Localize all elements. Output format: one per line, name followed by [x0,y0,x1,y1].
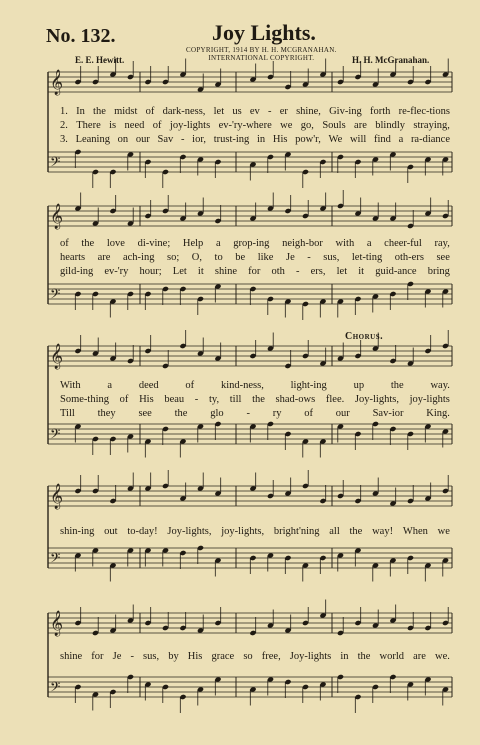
lyric-word: ev-'ry-where [218,120,272,131]
lyric-word: Leaning [75,134,110,145]
grand-staff [0,340,480,470]
lyric-line [60,526,450,537]
lyric-word: in [257,134,266,145]
hymn-title: Joy Lights. [212,20,316,45]
lyric-word: the [252,394,265,405]
lyric-line [60,120,450,131]
lyric-word: re-flec-tions [398,106,450,117]
lyric-word: love [106,238,125,249]
lyric-word: - [130,651,134,662]
lyric-word: His [187,651,203,662]
bass-clef-icon: 𝄢 [50,154,61,173]
lyric-word: Joy-lights, [354,394,399,405]
lyric-word: the [349,526,363,537]
lyric-word: Joy-lights, [167,526,212,537]
lyric-word: grop-ing [233,238,270,249]
lyric-line [60,252,450,263]
lyric-word: Joy-lights [289,651,332,662]
lyric-word: our [135,134,150,145]
copyright-notice [186,46,337,62]
lyric-word: world [379,651,404,662]
copyright-line: COPYRIGHT, 1914 BY H. H. MCGRANAHAN. [186,46,337,54]
lyric-word: grace [211,651,235,662]
lyric-word: forth [369,106,391,117]
lyric-word: ach-ing [122,252,155,263]
lyric-word: joy-lights, [221,526,265,537]
lyric-word: neigh-bor [282,238,323,249]
lyric-word: ty, [208,394,220,405]
lyric-word: are [354,120,367,131]
lyric-word: ers, [310,266,326,277]
grand-staff [0,478,480,598]
lyric-word: like [257,252,274,263]
lyric-word: so; [167,252,180,263]
lyric-word: the [357,651,371,662]
lyric-word: In [76,106,85,117]
lyricist-credit: E. E. Hewitt. [75,55,125,65]
bass-clef-icon: 𝄢 [50,286,61,305]
lyric-word: kind-ness, [220,380,264,391]
lyric-word: we [437,526,450,537]
lyric-word: a [107,380,113,391]
lyric-line [60,238,450,249]
lyric-word: bring [427,266,450,277]
lyric-word: Souls [322,120,346,131]
composer-credit: H. H. McGranahan. [352,55,430,65]
lyric-word: Help [182,238,204,249]
lyric-word: in [340,651,349,662]
bass-clef-icon: 𝄢 [50,679,61,698]
lyric-word: His [272,134,288,145]
lyric-word: - [246,408,250,419]
music-system-2 [0,200,480,330]
lyric-word: of [145,106,155,117]
lyric-word: Some-thing [60,394,109,405]
lyric-word: is [109,120,117,131]
lyric-word: a [215,238,221,249]
lyric-word: the [81,238,95,249]
lyric-word: up [353,380,365,391]
lyric-word: to [214,252,223,263]
lyric-word: Je [285,252,295,263]
lyric-word: out [104,526,118,537]
lyric-word: - [268,106,272,117]
lyric-line [60,266,450,277]
lyric-word: go, [300,120,314,131]
lyric-word: ry [272,408,282,419]
lyric-word: bright'ning [273,526,320,537]
lyric-word: 2. [60,120,68,131]
lyric-word: cheer-ful [384,238,422,249]
chorus-label: Chorus. [345,331,384,342]
lyric-word: ev-'ry [104,266,129,277]
lyric-word: shine [214,266,238,277]
lyric-word: hearts [60,252,86,263]
lyric-word: they [97,408,116,419]
lyric-word: shad-ows [275,394,316,405]
lyric-word: oth-ers [394,252,424,263]
lyric-line [60,106,450,117]
lyric-word: of [152,120,162,131]
lyric-word: We [328,134,343,145]
lyric-word: let-ting [351,252,383,263]
lyric-word: we. [435,651,450,662]
lyric-word: There [76,120,101,131]
lyric-word: sus, [323,252,340,263]
lyric-word: King. [426,408,450,419]
lyric-word: 3. [60,134,68,145]
lyric-word: 1. [60,106,68,117]
lyric-word: ray, [434,238,450,249]
grand-staff [0,605,480,730]
lyric-word: a [398,134,404,145]
lyric-line [60,651,450,662]
lyric-word: shin-ing [60,526,95,537]
music-system-5 [0,605,480,730]
bass-clef-icon: 𝄢 [50,426,61,445]
lyric-line [60,134,450,145]
lyric-word: His [139,394,154,405]
lyric-word: of [119,394,129,405]
lyric-word: by [168,651,179,662]
lyric-word: oth [271,266,285,277]
lyric-word: are [97,252,111,263]
lyric-word: shine [60,651,83,662]
treble-clef-icon: 𝄞 [50,611,64,636]
copyright-line: INTERNATIONAL COPYRIGHT. [208,54,315,62]
lyric-word: Sav [157,134,174,145]
lyric-word: us [232,106,242,117]
treble-clef-icon: 𝄞 [50,484,64,509]
treble-clef-icon: 𝄞 [50,70,64,95]
lyric-word: ra-diance [410,134,450,145]
lyric-word: guid-ance [375,266,417,277]
lyric-word: gild-ing [60,266,94,277]
lyric-word: need [124,120,145,131]
lyric-word: joy-lights [409,394,450,405]
bass-clef-icon: 𝄢 [50,550,61,569]
lyric-word: of [185,380,195,391]
lyric-word: hour; [139,266,162,277]
lyric-word: Till [60,408,75,419]
treble-clef-icon: 𝄞 [50,204,64,229]
lyric-word: of [60,238,69,249]
lyric-word: beau [164,394,185,405]
lyric-word: er [279,106,288,117]
lyric-word: O, [191,252,203,263]
lyric-word: till [229,394,242,405]
lyric-word: trust-ing [213,134,250,145]
lyric-word: the [174,408,188,419]
lyric-word: straying, [413,120,450,131]
lyric-word: way! [372,526,394,537]
lyric-word: Je [112,651,122,662]
lyric-word: see [138,408,152,419]
lyric-word: for [91,651,104,662]
treble-clef-icon: 𝄞 [50,344,64,369]
lyric-word: glo [210,408,224,419]
lyric-word: will [349,134,367,145]
lyric-word: free, [261,651,281,662]
lyric-word: When [402,526,428,537]
lyric-word: see [436,252,450,263]
lyric-word: di-vine; [137,238,171,249]
lyric-word: blindly [375,120,406,131]
lyric-line [60,408,450,419]
lyric-word: light-ing [290,380,327,391]
lyric-word: pow'r, [295,134,321,145]
lyric-word: we [280,120,293,131]
lyric-word: it [358,266,365,277]
lyric-word: ior, [192,134,207,145]
lyric-word: let [213,106,225,117]
lyric-word: - [194,394,199,405]
lyric-word: flee. [325,394,345,405]
lyric-word: for [248,266,261,277]
lyric-word: - [180,134,185,145]
lyric-word: it [197,266,204,277]
lyric-word: sus, [143,651,160,662]
grand-staff [0,200,480,330]
lyric-word: so [243,651,253,662]
music-system-4 [0,478,480,598]
lyric-word: way. [430,380,450,391]
lyric-word: a [366,238,372,249]
lyric-word: find [373,134,391,145]
lyric-word: the [390,380,404,391]
lyric-word: on [117,134,129,145]
lyric-word: of [304,408,314,419]
lyric-word: the [93,106,106,117]
lyric-word: Let [172,266,187,277]
lyric-word: let [336,266,348,277]
lyric-word: our [335,408,350,419]
lyric-line [60,394,450,405]
lyric-word: shine, [296,106,321,117]
lyric-word: Giv-ing [329,106,362,117]
lyric-word: deed [138,380,159,391]
lyric-word: Sav-ior [372,408,404,419]
music-system-3 [0,340,480,470]
lyric-word: be [235,252,246,263]
lyric-word: ev [249,106,260,117]
grand-staff [0,62,480,202]
lyric-word: With [60,380,81,391]
lyric-word: all [329,526,340,537]
lyric-line [60,380,450,391]
lyric-word: to-day! [127,526,158,537]
lyric-word: dark-ness, [162,106,206,117]
hymn-number: No. 132. [46,25,116,47]
lyric-word: - [296,266,300,277]
lyric-word: are [413,651,426,662]
lyric-word: midst [114,106,138,117]
lyric-word: joy-lights [169,120,211,131]
music-system-1 [0,62,480,202]
lyric-word: - [307,252,311,263]
lyric-word: with [335,238,355,249]
